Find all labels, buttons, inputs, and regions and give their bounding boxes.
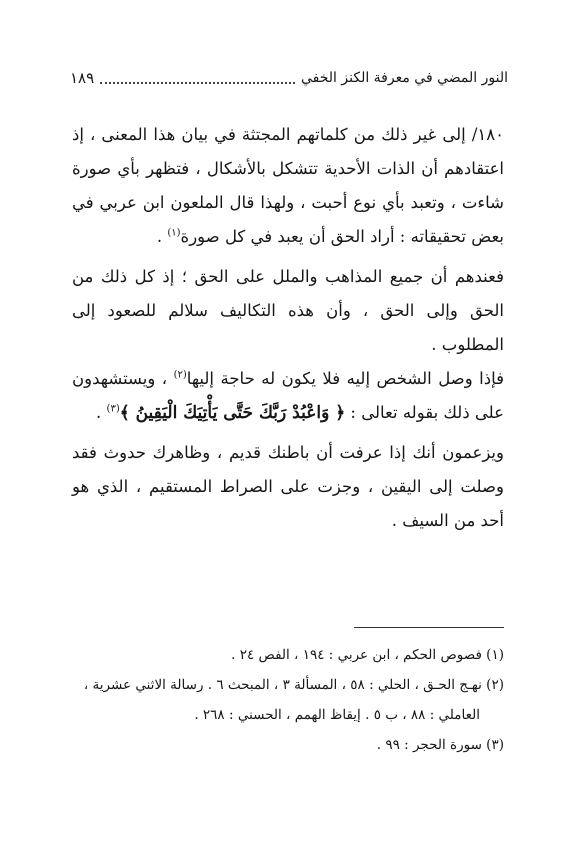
book-title: النور المضي في معرفة الكنز الخفي bbox=[301, 70, 508, 86]
footnote-separator bbox=[354, 627, 504, 628]
footnote-ref: (٣) bbox=[106, 403, 120, 415]
paragraph-text: ويزعمون أنك إذا عرفت أن باطنك قديم ، وظاهرك حدوث فقد وصلت إلى اليقين ، وجزت على الصراط المستقيم ، الذي هو أحد من السيف . bbox=[72, 443, 504, 530]
paragraph bbox=[72, 436, 504, 538]
leader-dots bbox=[100, 82, 295, 84]
paragraph-text: . bbox=[96, 403, 107, 422]
footnote-1: (١) فصوص الحكم ، ابن عربي : ١٩٤ ، الفص ٢٤ . bbox=[231, 647, 504, 663]
footnotes bbox=[72, 640, 504, 760]
running-header bbox=[70, 64, 508, 92]
footnote-2: (٢) نهـج الحـق ، الحلي : ٥٨ ، المسألة ٣ ، المبحث ٦ . رسالة الاثني عشرية ، bbox=[83, 677, 504, 693]
paragraph bbox=[72, 118, 504, 254]
paragraph bbox=[72, 260, 504, 362]
paragraph-text: ، ويستشهدون على ذلك بقوله تعالى : bbox=[72, 369, 504, 422]
footnote-ref: (١) bbox=[167, 227, 181, 239]
footnote-3: (٣) سورة الحجر : ٩٩ . bbox=[376, 737, 504, 753]
quran-verse: ﴿ وَاعْبُدْ رَبَّكَ حَتَّى يَأْتِيَكَ الْيَقِينُ ﴾ bbox=[119, 403, 346, 423]
paragraph-text: فإذا وصل الشخص إليه فلا يكون له حاجة إليها bbox=[186, 369, 504, 388]
paragraph bbox=[72, 362, 504, 430]
footnote-ref: (٢) bbox=[173, 369, 187, 381]
main-text bbox=[72, 118, 504, 538]
paragraph-text: ١٨٠/ إلى غير ذلك من كلماتهم المجتثة في بيان هذا المعنى ، إذ اعتقادهم أن الذات الأحدية تتشكل بالأشكال ، فتظهر بأي صورة شاءت ، وتعبد بأي نوع أحبت ، ولهذا قال الملعون ابن عربي في بعض تحقيقاته : أراد الحق أن يعبد في كل صورة bbox=[72, 125, 504, 246]
paragraph-text: فعندهم أن جميع المذاهب والملل على الحق ؛ إذ كل ذلك من الحق وإلى الحق ، وأن هذه التكاليف سلالم للصعود إلى المطلوب . bbox=[72, 267, 504, 354]
paragraph-text: . bbox=[156, 227, 168, 246]
page-number: ١٨٩ bbox=[70, 69, 95, 87]
footnote-2-continuation: العاملي : ٨٨ ، ب ٥ . إيقاظ الهمم ، الحسني : ٢٦٨ . bbox=[194, 707, 480, 723]
